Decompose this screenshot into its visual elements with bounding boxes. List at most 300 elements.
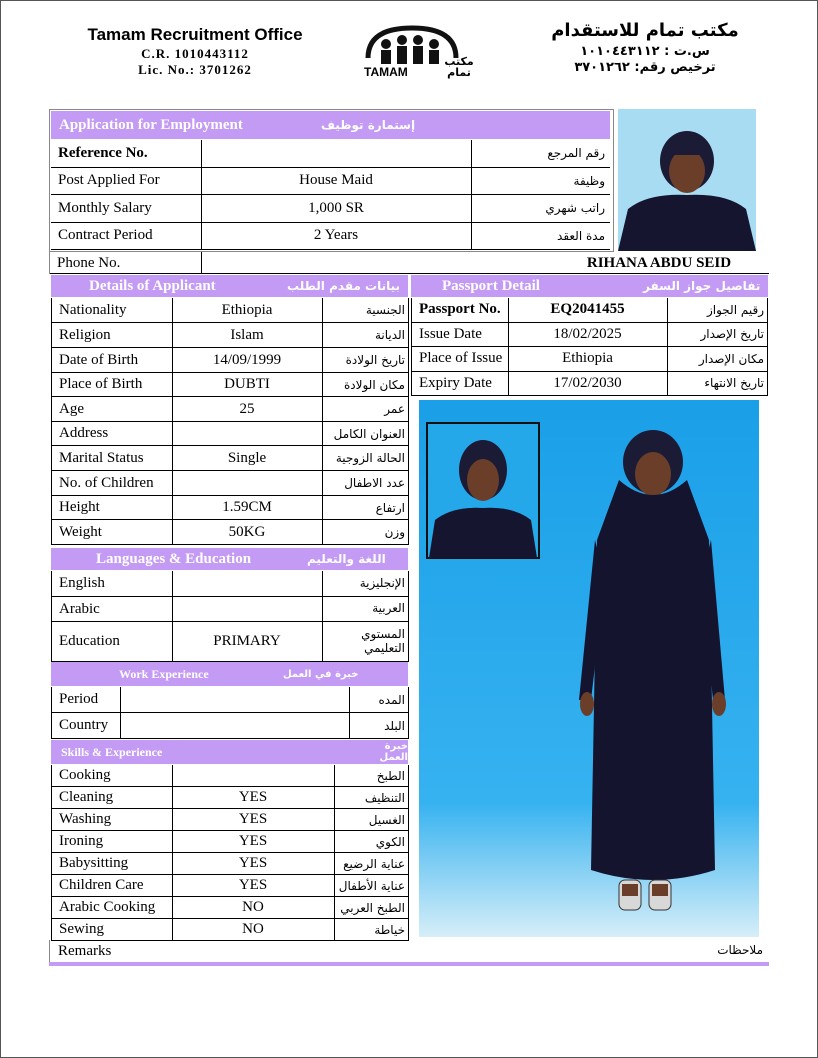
cell-divider <box>172 571 173 597</box>
application-value: 1,000 SR <box>308 199 364 216</box>
details-value-cell[interactable] <box>172 422 322 445</box>
cell-divider <box>667 298 668 323</box>
skills-row <box>51 765 409 787</box>
passport-label-ar-cell <box>667 323 769 347</box>
details-row <box>51 496 409 520</box>
skills-label-ar-cell <box>334 765 410 786</box>
cell-divider <box>508 347 509 372</box>
details-value-cell[interactable] <box>172 348 322 372</box>
phone-row <box>49 252 769 274</box>
skills-value: NO <box>242 921 264 937</box>
languages-value-cell[interactable] <box>172 622 322 661</box>
header-english <box>85 26 305 76</box>
skills-row <box>51 809 409 831</box>
languages-title-en: Languages & Education <box>96 550 252 567</box>
application-value: House Maid <box>299 172 373 189</box>
passport-title-en: Passport Detail <box>442 277 540 294</box>
languages-title-bar <box>51 548 408 570</box>
cell-divider <box>172 853 173 875</box>
languages-row <box>51 597 409 622</box>
cell-divider <box>322 471 323 496</box>
passport-label-cell <box>412 372 508 396</box>
languages-label-ar-cell <box>322 597 410 621</box>
applicant-full-photo <box>419 400 759 937</box>
details-label-ar: مكان الولادة <box>343 377 405 392</box>
cell-divider <box>334 897 335 919</box>
details-label-ar: ارتفاع <box>375 500 405 515</box>
passport-label-ar: رقيم الجواز <box>706 302 764 317</box>
skills-label-ar-cell <box>334 831 410 852</box>
application-row <box>51 195 610 223</box>
cell-divider <box>172 298 173 323</box>
passport-label: Expiry Date <box>419 374 492 391</box>
details-value-cell[interactable] <box>172 373 322 396</box>
skills-value: NO <box>242 899 264 915</box>
details-title-bar <box>51 275 408 297</box>
cell-divider <box>334 765 335 787</box>
cell-divider <box>322 446 323 471</box>
skills-label-cell <box>52 897 172 918</box>
languages-label-cell <box>52 597 172 621</box>
cell-divider <box>322 397 323 422</box>
cell-divider <box>334 831 335 853</box>
details-label-ar-cell <box>322 422 410 445</box>
details-value: 50KG <box>228 523 266 540</box>
details-value: 1.59CM <box>222 499 272 515</box>
cell-divider <box>172 875 173 897</box>
application-value-cell[interactable] <box>201 223 471 250</box>
skills-value-cell[interactable] <box>172 897 334 918</box>
details-label: Weight <box>59 523 102 540</box>
passport-label: Place of Issue <box>419 350 503 367</box>
cell-divider <box>322 571 323 597</box>
details-label: No. of Children <box>59 474 154 491</box>
cr-number-ar: س.ت : ١٠١٠٤٤٣١١٢ <box>580 44 710 59</box>
cell-divider <box>120 713 121 739</box>
skills-label-cell <box>52 919 172 940</box>
details-value: DUBTI <box>224 376 270 392</box>
cell-divider <box>172 919 173 941</box>
logo-text-ar: مكتب تمام <box>444 55 474 79</box>
details-label: Height <box>59 499 100 515</box>
passport-label: Issue Date <box>419 325 482 342</box>
languages-value-cell[interactable] <box>172 597 322 621</box>
skills-value-cell[interactable] <box>172 831 334 852</box>
passport-label-ar: تاريخ الانتهاء <box>704 376 764 391</box>
details-label-ar: العنوان الكامل <box>333 426 405 441</box>
cr-number-en: C.R. 1010443112 <box>141 46 249 61</box>
cell-divider <box>334 787 335 809</box>
cell-divider <box>322 520 323 545</box>
skills-label-ar: الغسيل <box>368 812 405 827</box>
application-title-en: Application for Employment <box>59 116 243 133</box>
skills-value-cell[interactable] <box>172 853 334 874</box>
details-value-cell[interactable] <box>172 397 322 421</box>
cell-divider <box>172 765 173 787</box>
skills-label-ar: الطبخ العربي <box>340 900 405 915</box>
application-label-cell <box>51 195 201 222</box>
languages-value-cell[interactable] <box>172 571 322 596</box>
details-label-cell <box>52 298 172 322</box>
passport-title-bar <box>411 275 768 297</box>
phone-label-cell <box>49 252 202 274</box>
cell-divider <box>172 897 173 919</box>
details-label-ar-cell <box>322 323 410 347</box>
application-label: Post Applied For <box>58 172 160 189</box>
applicant-name-cell <box>549 252 769 274</box>
remarks-bottom-bar <box>49 962 769 966</box>
details-label-cell <box>52 348 172 372</box>
cell-divider <box>322 373 323 397</box>
passport-label-ar-cell <box>667 347 769 371</box>
cell-divider <box>322 298 323 323</box>
details-label-ar: عمر <box>384 402 405 416</box>
work-row <box>51 687 409 713</box>
details-title-ar: بيانات مقدم الطلب <box>287 279 401 293</box>
cell-divider <box>172 397 173 422</box>
details-label-cell <box>52 323 172 347</box>
skills-label: Babysitting <box>59 855 129 871</box>
cell-divider <box>334 875 335 897</box>
details-row <box>51 373 409 397</box>
skills-label: Cleaning <box>59 789 114 805</box>
passport-label-ar-cell <box>667 372 769 396</box>
cell-divider <box>508 298 509 323</box>
cell-divider <box>172 422 173 446</box>
skills-value: YES <box>238 855 268 871</box>
phone-label: Phone No. <box>57 254 121 271</box>
cell-divider <box>172 597 173 622</box>
work-label: Country <box>59 717 109 733</box>
cell-divider <box>172 787 173 809</box>
languages-label-ar: الإنجليزية <box>359 575 405 590</box>
skills-label: Children Care <box>59 877 144 893</box>
application-label-ar: رقم المرجع <box>547 146 605 161</box>
application-label-ar-cell <box>471 223 610 250</box>
skills-label: Sewing <box>59 921 104 937</box>
cell-divider <box>471 168 472 196</box>
remarks-label-ar: ملاحظات <box>717 943 763 957</box>
skills-label-ar: التنظيف <box>364 790 405 805</box>
skills-value-cell[interactable] <box>172 919 334 940</box>
cell-divider <box>172 520 173 545</box>
details-row <box>51 348 409 373</box>
details-row <box>51 397 409 422</box>
cell-divider <box>322 323 323 348</box>
logo-text-en: TAMAM <box>364 65 408 79</box>
application-label: Monthly Salary <box>58 199 152 216</box>
application-label-ar-cell <box>471 168 610 195</box>
skills-label-cell <box>52 831 172 852</box>
skills-row <box>51 897 409 919</box>
cell-divider <box>322 597 323 622</box>
passport-value-cell[interactable] <box>508 298 667 322</box>
details-label: Place of Birth <box>59 376 143 392</box>
details-label: Date of Birth <box>59 351 139 368</box>
work-label-cell <box>52 687 120 712</box>
cell-divider <box>172 831 173 853</box>
cell-divider <box>471 195 472 223</box>
cell-divider <box>201 195 202 223</box>
application-row <box>51 168 610 196</box>
details-label-cell <box>52 373 172 396</box>
details-label-ar-cell <box>322 520 410 544</box>
passport-row <box>411 347 768 372</box>
office-name-ar: مكتب تمام للاستقدام <box>551 20 739 41</box>
details-label: Age <box>59 400 84 417</box>
skills-label-cell <box>52 809 172 830</box>
skills-label-ar-cell <box>334 809 410 830</box>
skills-title-en: Skills & Experience <box>61 744 163 759</box>
skills-value: YES <box>238 811 268 827</box>
languages-label: Education <box>59 633 120 649</box>
passport-label-cell <box>412 323 508 347</box>
work-label-ar-cell <box>349 713 410 738</box>
details-row <box>51 446 409 471</box>
cell-divider <box>334 853 335 875</box>
details-label-cell <box>52 496 172 519</box>
details-label: Address <box>59 425 109 441</box>
languages-label-ar: العربية <box>372 601 405 616</box>
application-label-ar-cell <box>471 140 610 167</box>
cell-divider <box>172 323 173 348</box>
details-label-ar-cell <box>322 446 410 470</box>
languages-value: PRIMARY <box>213 633 281 649</box>
work-title-ar: خبرة في العمل <box>283 668 359 680</box>
skills-row <box>51 919 409 941</box>
details-value-cell[interactable] <box>172 323 322 347</box>
skills-label-ar: عناية الأطفال <box>338 878 405 893</box>
work-label-cell <box>52 713 120 738</box>
skills-label-ar-cell <box>334 787 410 808</box>
passport-value-cell[interactable] <box>508 372 667 396</box>
applicant-headshot <box>618 109 756 251</box>
cell-divider <box>667 347 668 372</box>
details-value: Islam <box>230 326 264 343</box>
cell-divider <box>322 422 323 446</box>
details-label-ar: تاريخ الولادة <box>345 353 405 367</box>
skills-value-cell[interactable] <box>172 787 334 808</box>
details-label-cell <box>52 422 172 445</box>
application-row <box>51 223 610 251</box>
details-value: Ethiopia <box>221 301 273 318</box>
cell-divider <box>667 372 668 397</box>
application-label: Contract Period <box>58 227 153 244</box>
remarks-label: Remarks <box>58 943 112 959</box>
details-row <box>51 471 409 496</box>
details-row <box>51 422 409 446</box>
cell-divider <box>172 373 173 397</box>
full-body-portrait-icon <box>419 400 759 937</box>
cell-divider <box>172 348 173 373</box>
cell-divider <box>201 223 202 251</box>
details-label-ar: الديانة <box>374 328 405 342</box>
details-value-cell[interactable] <box>172 520 322 544</box>
details-value: 25 <box>239 400 255 417</box>
details-value-cell[interactable] <box>172 446 322 470</box>
work-row <box>51 713 409 739</box>
cell-divider <box>508 323 509 348</box>
headshot-portrait-icon <box>618 109 756 251</box>
cell-divider <box>349 687 350 713</box>
application-label: Reference No. <box>58 144 148 161</box>
details-label-ar: وزن <box>384 525 405 539</box>
details-label: Nationality <box>59 301 127 318</box>
languages-label: Arabic <box>59 600 100 617</box>
passport-value: Ethiopia <box>562 350 613 367</box>
details-value-cell[interactable] <box>172 471 322 495</box>
cell-divider <box>201 140 202 168</box>
details-label: Marital Status <box>59 449 144 466</box>
header-arabic <box>535 22 755 74</box>
skills-row <box>51 875 409 897</box>
work-label-ar: المده <box>378 692 405 707</box>
skills-label-cell <box>52 787 172 808</box>
details-value: 14/09/1999 <box>212 351 282 368</box>
skills-label-ar: خياطة <box>374 922 405 937</box>
skills-label-ar: عناية الرضيع <box>343 856 405 871</box>
skills-row <box>51 831 409 853</box>
skills-label-ar-cell <box>334 919 410 940</box>
passport-label-ar: مكان الإصدار <box>698 351 764 366</box>
work-label-ar-cell <box>349 687 410 712</box>
cell-divider <box>322 348 323 373</box>
cell-divider <box>172 809 173 831</box>
cell-divider <box>120 687 121 713</box>
passport-value-cell[interactable] <box>508 323 667 347</box>
skills-value: YES <box>238 877 268 893</box>
details-value-cell[interactable] <box>172 496 322 519</box>
application-value-cell[interactable] <box>201 195 471 222</box>
work-value-cell[interactable] <box>120 713 349 738</box>
details-value-cell[interactable] <box>172 298 322 322</box>
cell-divider <box>349 713 350 739</box>
languages-label-ar-cell <box>322 571 410 596</box>
passport-value: 18/02/2025 <box>553 325 622 342</box>
cell-divider <box>201 168 202 196</box>
work-value-cell[interactable] <box>120 687 349 712</box>
passport-value-cell[interactable] <box>508 347 667 371</box>
license-number-en: Lic. No.: 3701262 <box>138 62 252 77</box>
skills-row <box>51 853 409 875</box>
details-label-ar: الجنسية <box>365 303 405 317</box>
details-label-ar-cell <box>322 471 410 495</box>
details-label-ar-cell <box>322 397 410 421</box>
application-value: 2 Years <box>313 227 359 244</box>
details-label-cell <box>52 397 172 421</box>
passport-value: 17/02/2030 <box>553 374 622 391</box>
languages-label-ar-cell <box>322 622 410 661</box>
languages-label-cell <box>52 571 172 596</box>
details-label-ar-cell <box>322 348 410 372</box>
languages-row <box>51 622 409 662</box>
skills-label-ar-cell <box>334 897 410 918</box>
passport-label: Passport No. <box>419 301 501 318</box>
cell-divider <box>667 323 668 348</box>
work-label: Period <box>59 691 99 707</box>
application-label-ar: مدة العقد <box>557 228 605 243</box>
cell-divider <box>172 622 173 662</box>
skills-label-ar: الكوي <box>375 834 405 849</box>
skills-label: Cooking <box>59 767 111 783</box>
languages-title-ar: اللغة والتعليم <box>307 552 386 566</box>
details-row <box>51 323 409 348</box>
details-title-en: Details of Applicant <box>89 277 216 294</box>
application-label-cell <box>51 140 201 167</box>
details-label-cell <box>52 446 172 470</box>
details-label-cell <box>52 520 172 544</box>
skills-title-ar: خبرة العمل <box>379 741 408 763</box>
application-value-cell[interactable] <box>201 168 471 195</box>
cell-divider <box>334 919 335 941</box>
work-title-en: Work Experience <box>119 666 209 681</box>
passport-label-cell <box>412 298 508 322</box>
application-label-ar: وظيفة <box>573 173 605 188</box>
passport-value: EQ2041455 <box>550 301 625 318</box>
details-row <box>51 520 409 545</box>
details-label-ar: عدد الاطفال <box>344 476 405 490</box>
application-label-cell <box>51 223 201 250</box>
passport-label-cell <box>412 347 508 371</box>
languages-label: English <box>59 575 105 591</box>
passport-label-ar-cell <box>667 298 769 322</box>
application-row <box>51 140 610 168</box>
company-logo <box>360 22 485 80</box>
cell-divider <box>508 372 509 397</box>
cell-divider <box>172 446 173 471</box>
skills-label-ar-cell <box>334 875 410 896</box>
cell-divider <box>322 496 323 520</box>
languages-row <box>51 571 409 597</box>
languages-label-ar: المستوي التعليمي <box>361 627 405 655</box>
passport-row <box>411 323 768 348</box>
application-label-ar: راتب شهري <box>545 201 605 216</box>
applicant-name: RIHANA ABDU SEID <box>586 254 732 271</box>
skills-value-cell[interactable] <box>172 809 334 830</box>
details-row <box>51 298 409 323</box>
skills-value: YES <box>238 789 268 805</box>
skills-label-cell <box>52 765 172 786</box>
cell-divider <box>172 471 173 496</box>
skills-label-cell <box>52 853 172 874</box>
cell-divider <box>322 622 323 662</box>
skills-title-bar <box>51 740 408 764</box>
details-label-ar-cell <box>322 298 410 322</box>
cell-divider <box>334 809 335 831</box>
details-label-cell <box>52 471 172 495</box>
passport-row <box>411 298 768 323</box>
passport-title-ar: تفاصيل جواز السفر <box>643 279 761 293</box>
skills-value-cell[interactable] <box>172 875 334 896</box>
skills-label-cell <box>52 875 172 896</box>
application-label-cell <box>51 168 201 195</box>
application-value-cell[interactable] <box>201 140 471 167</box>
skills-label: Arabic Cooking <box>59 899 156 915</box>
skills-row <box>51 787 409 809</box>
skills-label: Washing <box>59 811 112 827</box>
application-title-bar <box>51 111 610 139</box>
skills-value-cell[interactable] <box>172 765 334 786</box>
phone-value-cell[interactable] <box>202 252 402 274</box>
application-title-ar: إستمارة توظيف <box>321 118 416 132</box>
office-name-en: Tamam Recruitment Office <box>87 25 303 44</box>
passport-row <box>411 372 768 397</box>
cell-divider <box>471 223 472 251</box>
work-title-bar <box>51 662 408 686</box>
skills-label: Ironing <box>59 833 104 849</box>
skills-value: YES <box>238 833 268 849</box>
details-label: Religion <box>59 326 111 343</box>
